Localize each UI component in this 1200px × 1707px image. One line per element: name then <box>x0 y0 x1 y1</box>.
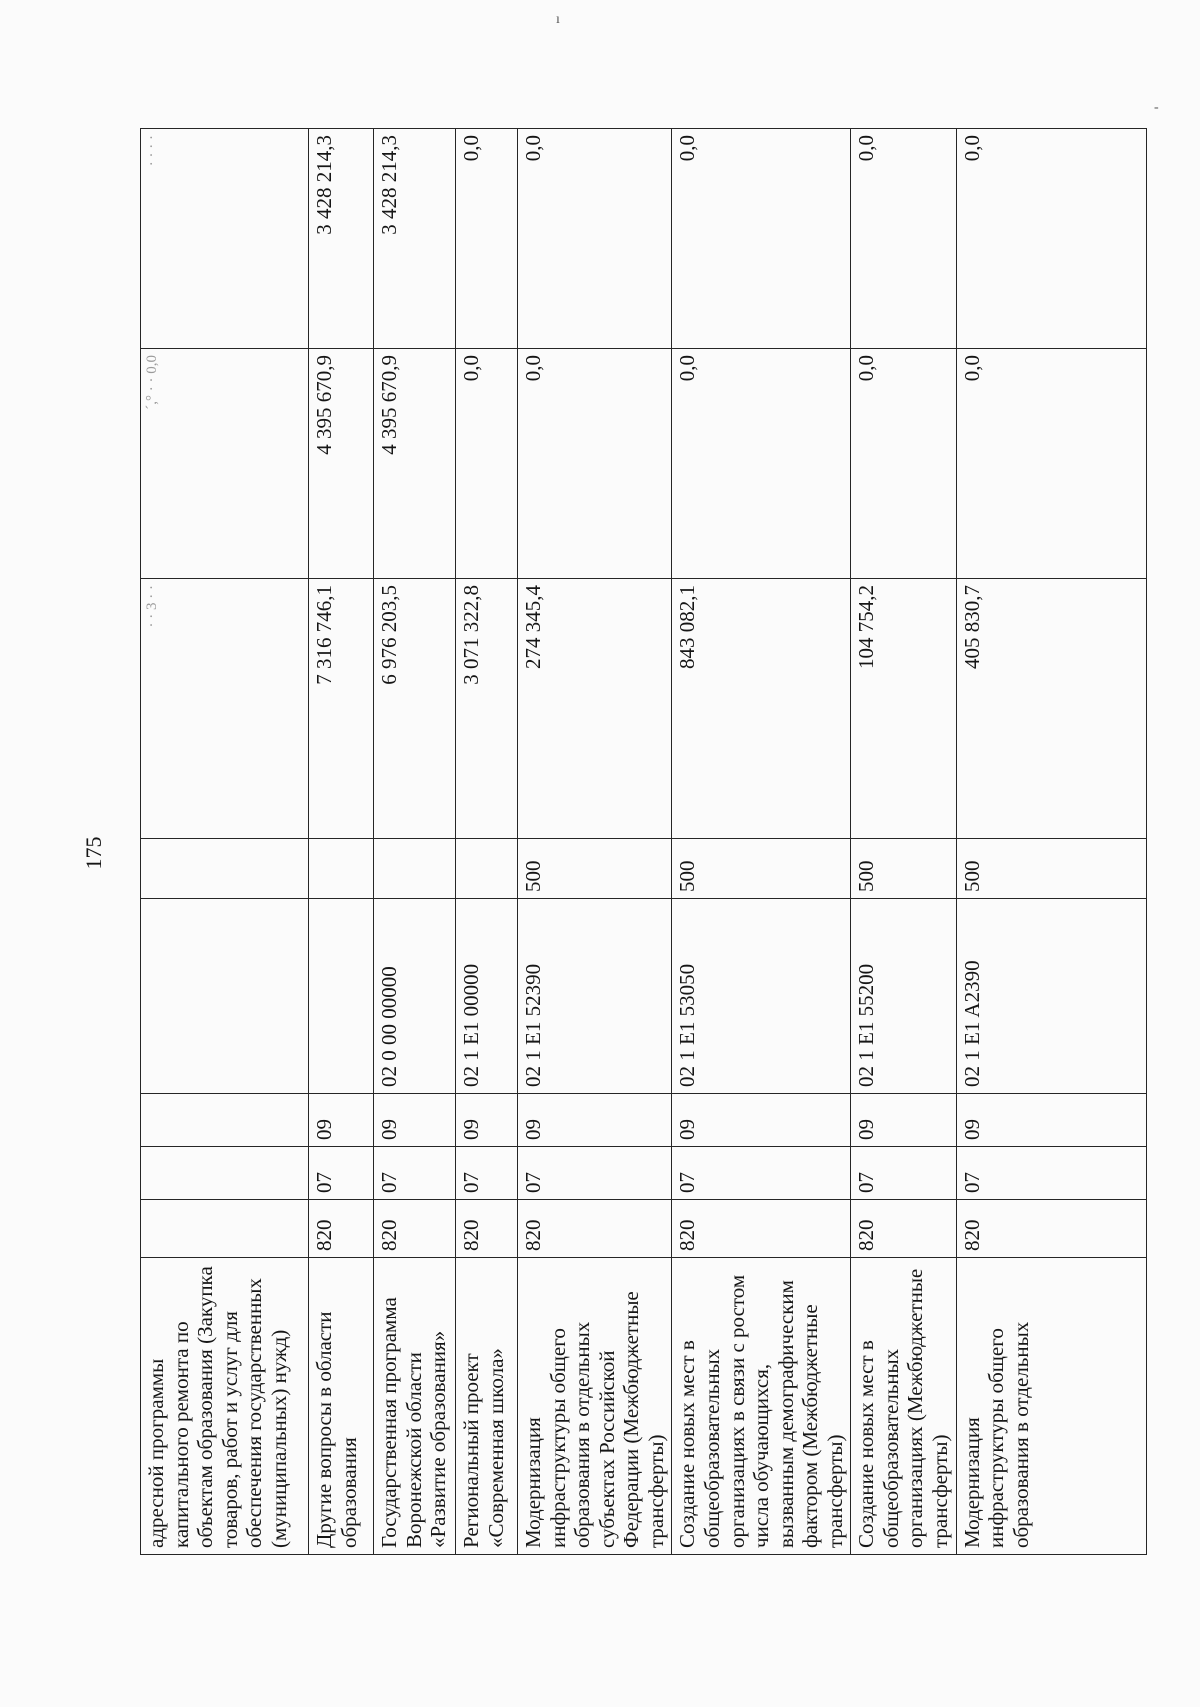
cell-name: Государственная программа Воронежской области «Развитие образования» <box>374 1258 456 1555</box>
cell-target-article: 02 0 00 00000 <box>374 899 456 1094</box>
cell-grbs: 820 <box>851 1200 956 1258</box>
rotated-table-wrapper <box>140 129 1060 1555</box>
cell-amount-year3: 3 428 214,3 <box>309 129 374 349</box>
cell-grbs: 820 <box>309 1200 374 1258</box>
cell-expense-type: 500 <box>956 839 1146 899</box>
cell-target-article: 02 1 E1 00000 <box>456 899 518 1094</box>
cell-amount-year2: ´,° · · 0,0 <box>141 349 309 579</box>
cell-subsection: 09 <box>672 1094 851 1147</box>
cell-expense-type: 500 <box>851 839 956 899</box>
cell-amount-year2: 0,0 <box>456 349 518 579</box>
cell-expense-type <box>374 839 456 899</box>
cell-amount-year1: · · 3 · · <box>141 579 309 839</box>
cell-subsection: 09 <box>518 1094 672 1147</box>
cell-subsection: 09 <box>956 1094 1146 1147</box>
table-row <box>672 129 851 1555</box>
cell-subsection: 09 <box>851 1094 956 1147</box>
table-row <box>141 129 309 1555</box>
table-row <box>456 129 518 1555</box>
cell-grbs: 820 <box>456 1200 518 1258</box>
cell-amount-year1: 405 830,7 <box>956 579 1146 839</box>
cell-section: 07 <box>956 1147 1146 1200</box>
cell-amount-year1: 3 071 322,8 <box>456 579 518 839</box>
cell-amount-year1: 6 976 203,5 <box>374 579 456 839</box>
cell-target-article: 02 1 E1 53050 <box>672 899 851 1094</box>
cell-section <box>141 1147 309 1200</box>
cell-amount-year2: 0,0 <box>851 349 956 579</box>
cell-amount-year2: 0,0 <box>518 349 672 579</box>
cell-section: 07 <box>672 1147 851 1200</box>
cell-target-article: 02 1 E1 A2390 <box>956 899 1146 1094</box>
cell-section: 07 <box>851 1147 956 1200</box>
cell-amount-year2: 0,0 <box>672 349 851 579</box>
table-row <box>309 129 374 1555</box>
cell-target-article <box>141 899 309 1094</box>
cell-grbs: 820 <box>672 1200 851 1258</box>
cell-grbs: 820 <box>374 1200 456 1258</box>
table-row <box>374 129 456 1555</box>
budget-table <box>140 128 1147 1555</box>
cell-amount-year3: 0,0 <box>672 129 851 349</box>
cell-amount-year2: 4 395 670,9 <box>374 349 456 579</box>
cell-section: 07 <box>309 1147 374 1200</box>
cell-name: Модернизация инфраструктуры общего образования в отдельных <box>956 1258 1146 1555</box>
cell-expense-type <box>309 839 374 899</box>
scan-mark-right: - <box>1154 100 1159 115</box>
cell-name: Создание новых мест в общеобразовательных организациях в связи с ростом числа обучающихся, вызванным демографическим фактором (Межбюджетные трансферты) <box>672 1258 851 1555</box>
cell-name: Создание новых мест в общеобразовательных организациях (Межбюджетные трансферты) <box>851 1258 956 1555</box>
cell-expense-type <box>456 839 518 899</box>
table-row <box>518 129 672 1555</box>
cell-amount-year2: 0,0 <box>956 349 1146 579</box>
cell-section: 07 <box>374 1147 456 1200</box>
cell-subsection <box>141 1094 309 1147</box>
page-number: 175 <box>81 836 106 870</box>
cell-amount-year3: 0,0 <box>456 129 518 349</box>
cell-grbs: 820 <box>518 1200 672 1258</box>
cell-target-article: 02 1 E1 52390 <box>518 899 672 1094</box>
cell-amount-year1: 274 345,4 <box>518 579 672 839</box>
table-row <box>956 129 1146 1555</box>
cell-grbs <box>141 1200 309 1258</box>
cell-section: 07 <box>456 1147 518 1200</box>
cell-amount-year3: 3 428 214,3 <box>374 129 456 349</box>
cell-expense-type: 500 <box>672 839 851 899</box>
cell-amount-year3: · · · · <box>141 129 309 349</box>
cell-name: Модернизация инфраструктуры общего образования в отдельных субъектах Российской Федерации (Межбюджетные трансферты) <box>518 1258 672 1555</box>
cell-section: 07 <box>518 1147 672 1200</box>
cell-amount-year1: 104 754,2 <box>851 579 956 839</box>
cell-amount-year3: 0,0 <box>956 129 1146 349</box>
cell-amount-year1: 7 316 746,1 <box>309 579 374 839</box>
cell-name: адресной программы капитального ремонта по объектам образования (Закупка товаров, работ и услуг для обеспечения государственных (муниципальных) нужд) <box>141 1258 309 1555</box>
cell-subsection: 09 <box>374 1094 456 1147</box>
cell-subsection: 09 <box>456 1094 518 1147</box>
cell-subsection: 09 <box>309 1094 374 1147</box>
cell-expense-type <box>141 839 309 899</box>
cell-amount-year1: 843 082,1 <box>672 579 851 839</box>
cell-name: Другие вопросы в области образования <box>309 1258 374 1555</box>
table-row <box>851 129 956 1555</box>
cell-amount-year3: 0,0 <box>518 129 672 349</box>
cell-amount-year2: 4 395 670,9 <box>309 349 374 579</box>
scan-mark-top: ı <box>556 12 560 27</box>
cell-name: Региональный проект «Современная школа» <box>456 1258 518 1555</box>
cell-amount-year3: 0,0 <box>851 129 956 349</box>
cell-grbs: 820 <box>956 1200 1146 1258</box>
cell-target-article <box>309 899 374 1094</box>
cell-expense-type: 500 <box>518 839 672 899</box>
cell-target-article: 02 1 E1 55200 <box>851 899 956 1094</box>
